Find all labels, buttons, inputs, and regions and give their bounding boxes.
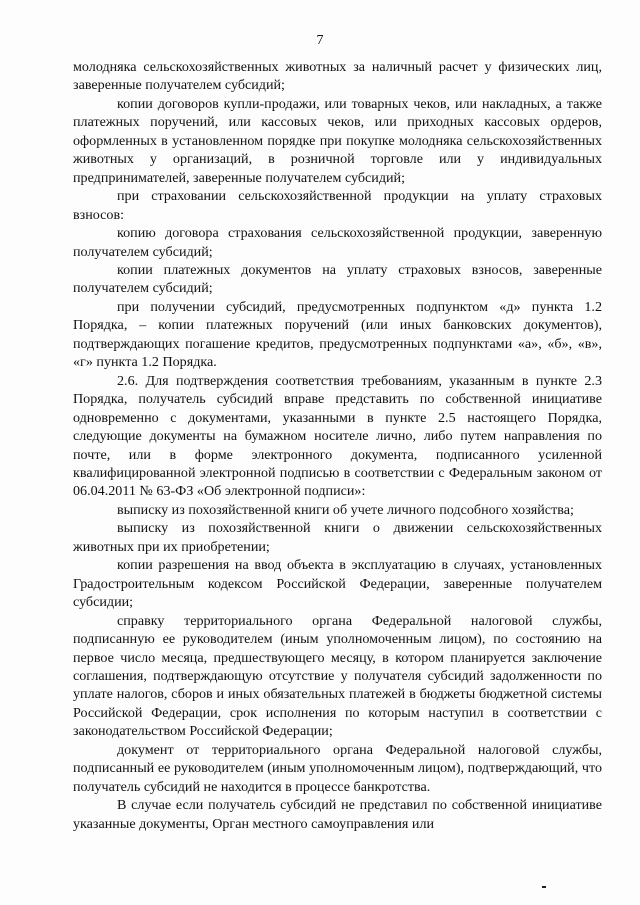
paragraph-final-clause: В случае если получатель субсидий не представил по собственной инициативе указанные документы, Орган местного самоуправления или xyxy=(73,797,602,832)
paragraph-sales-documents: копии договоров купли-продажи, или товарных чеков, или накладных, а также платежных поручений, или кассовых чеков, или приходных кассовых ордеров, оформленных в установленном порядке при покупке молодняка сельскохозяйственных животных у организаций, в розничной торговле или у индивидуальных предпринимателей, заверенные получателем субсидий; xyxy=(73,95,602,186)
paragraph-continuation: молодняка сельскохозяйственных животных за наличный расчет у физических лиц, заверенные получателем субсидий; xyxy=(73,59,602,94)
scan-mark xyxy=(542,886,546,888)
paragraph-livestock-movement-extract: выписку из похозяйственной книги о движении сельскохозяйственных животных при их приобретении; xyxy=(73,520,602,555)
paragraph-bankruptcy-document: документ от территориального органа Федеральной налоговой службы, подписанный ее руководителем (иным уполномоченным лицом), подтверждающий, что получатель субсидий не находится в процессе банкротства. xyxy=(73,741,602,795)
document-body xyxy=(73,58,602,833)
paragraph-insurance-intro: при страховании сельскохозяйственной продукции на уплату страховых взносов: xyxy=(73,188,602,223)
page-number: 7 xyxy=(316,33,324,48)
paragraph-insurance-contract: копию договора страхования сельскохозяйственной продукции, заверенную получателем субсидий; xyxy=(73,225,602,260)
paragraph-insurance-payments: копии платежных документов на уплату страховых взносов, заверенные получателем субсидий; xyxy=(73,261,602,297)
paragraph-household-book-extract: выписку из похозяйственной книги об учете личного подсобного хозяйства; xyxy=(117,501,574,518)
paragraph-clause-2-6: 2.6. Для подтверждения соответствия требованиям, указанным в пункте 2.3 Порядка, получатель субсидий вправе представить по собственной инициативе одновременно с документами, указанными в пункте 2.5 настоящего Порядка, следующие документы на бумажном носителе лично, либо путем направления по почте, или в форме электронного документа, подписанного усиленной квалифицированной электронной подписью в соответствии с Федеральным законом от 06.04.2011 № 63-ФЗ «Об электронной подписи»: xyxy=(73,372,602,500)
paragraph-credit-repayment: при получении субсидий, предусмотренных подпунктом «д» пункта 1.2 Порядка, – копии платежных поручений (или иных банковских документов), подтверждающих погашение кредитов, предусмотренных подпунктами «а», «б», «в», «г» пункта 1.2 Порядка. xyxy=(73,298,602,371)
paragraph-commissioning-permit: копии разрешения на ввод объекта в эксплуатацию в случаях, установленных Градостроительным кодексом Российской Федерации, заверенные получателем субсидии; xyxy=(73,557,602,611)
paragraph-tax-certificate: справку территориального органа Федеральной налоговой службы, подписанную ее руководителем (иным уполномоченным лицом), по состоянию на первое число месяца, предшествующего месяцу, в котором планируется заключение соглашения, подтверждающую отсутствие у получателя субсидий задолженности по уплате налогов, сборов и иных обязательных платежей в бюджеты бюджетной системы Российской Федерации, срок исполнения по которым наступил в соответствии с законодательством Российской Федерации; xyxy=(73,612,602,740)
